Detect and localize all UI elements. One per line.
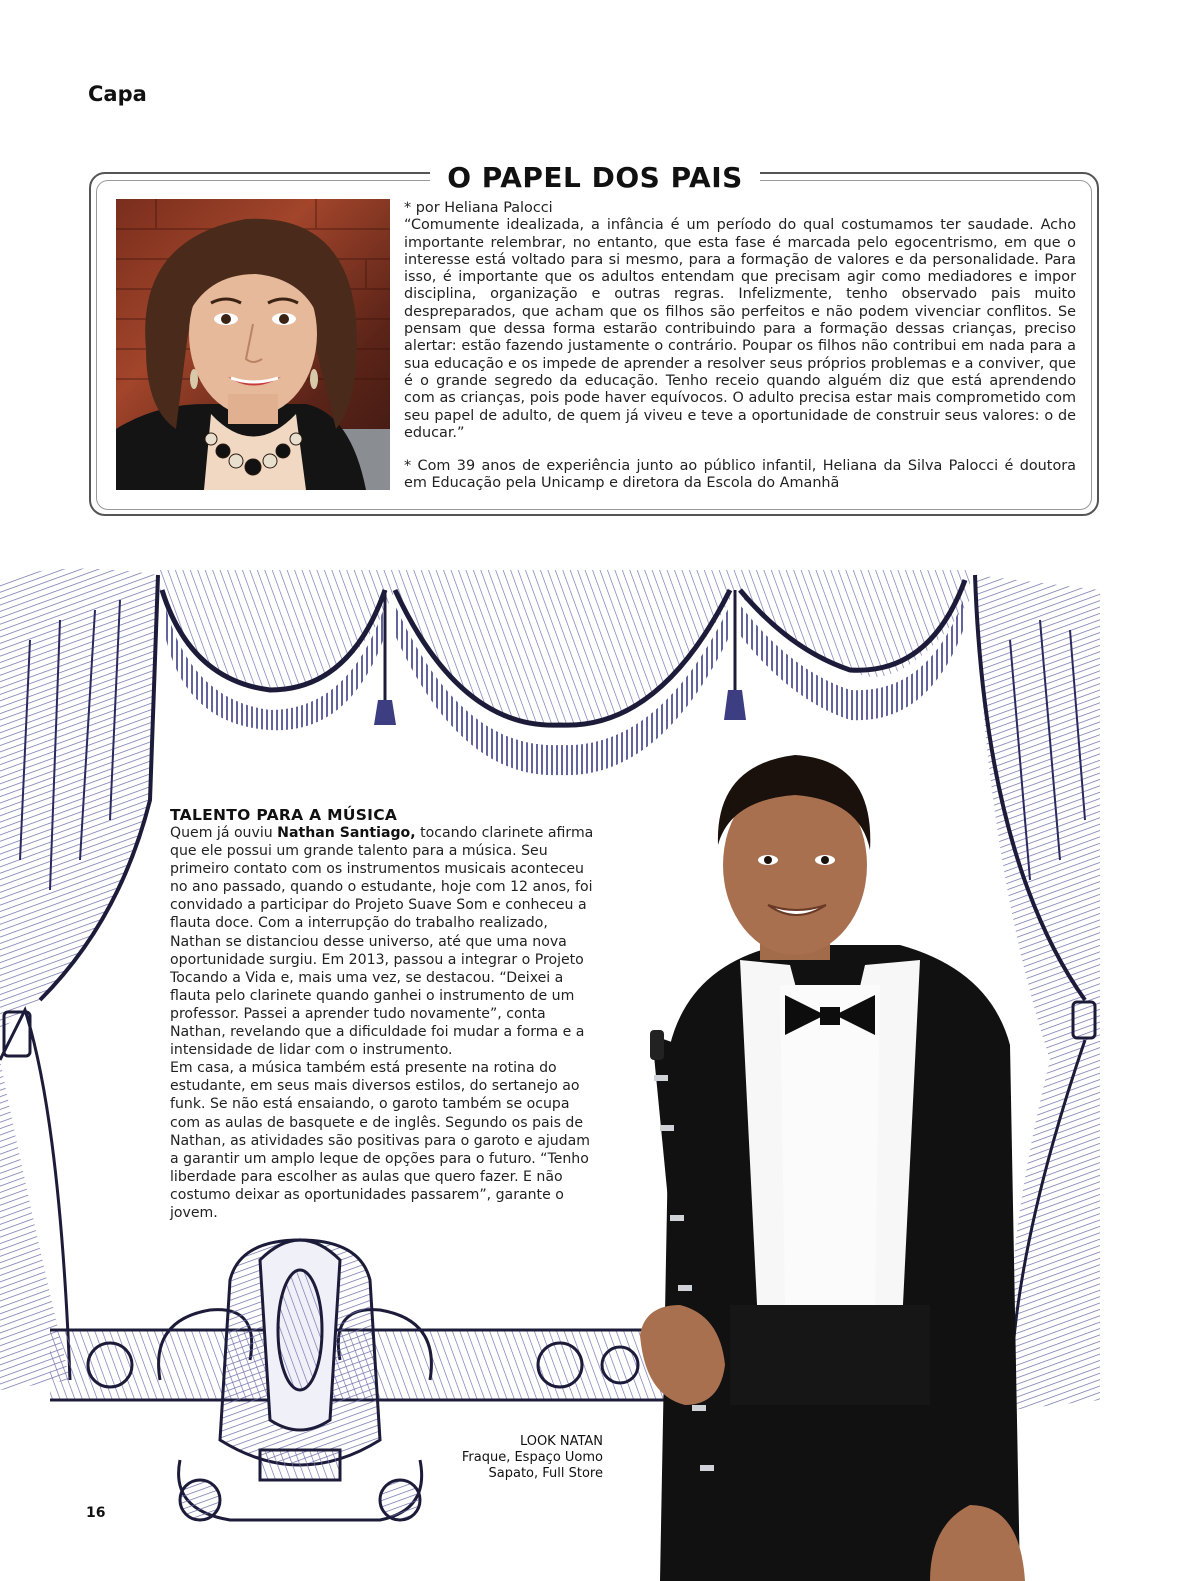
portrait-illustration [116,199,390,490]
article-paragraph-2: Em casa, a música também está presente na rotina do estudante, em seus mais diversos estilos, do sertanejo ao funk. Se não está ensaiando, o garoto também se ocupa com as aulas de basquete e de inglês. Segundo os pais de Nathan, as atividades são positivas para o garoto e ajudam a garantir um amplo leque de opções para o futuro. “Tenho liberdade para escolher as aulas que quero fazer. E não costumo deixar as oportunidades passarem”, garante o jovem. [170,1060,590,1221]
article-box-author-note: * Com 39 anos de experiência junto ao público infantil, Heliana da Silva Palocci é doutora em Educação pela Unicamp e diretora da Escola do Amanhã [404,458,1076,492]
article-box-byline: * por Heliana Palocci [404,200,553,216]
section-label: Capa [88,82,147,106]
portrait-photo-heliana [116,199,390,490]
article-box-text [404,200,1076,493]
photo-nathan-clarinet [630,745,1050,1581]
photo-caption [430,1434,603,1482]
page-number: 16 [86,1505,106,1521]
article-box-title-wrap [430,158,760,198]
article-talent [170,806,598,1222]
caption-line-shoes: Sapato, Full Store [488,1466,603,1481]
article-lead-name: Nathan Santiago, [277,825,416,841]
caption-title: LOOK NATAN [519,1434,603,1449]
caption-line-outfit: Fraque, Espaço Uomo [461,1450,603,1465]
article-box-quote: “Comumente idealizada, a infância é um período do qual costumamos ter saudade. Acho importante relembrar, no entanto, que esta fase é marcada pelo egocentrismo, em que o interesse está voltado para si mesmo, para a formação de valores e da personalidade. Para isso, é importante que os adultos entendam que precisam agir como mediadores e impor disciplina, organização e outras regras. Infelizmente, tenho observado pais muito despreparados, que acham que os filhos são perfeitos e não podem vivenciar conflitos. Se pensam que dessa forma estarão contribuindo para a formação dessas crianças, preciso alertar: estão fazendo justamente o contrário. Poupar os filhos não contribui em nada para a sua educação e os impede de aprender a resolver seus próprios problemas e a conviver, que é o grande segredo da educação. Tenho receio quando alguém diz que está aprendendo com as crianças, pois pode haver equívocos. O adulto precisa estar mais comprometido com seu papel de adulto, de quem já viveu e teve a oportunidade de construir seus valores: o de educar.” [404,217,1076,441]
article-box-title: O PAPEL DOS PAIS [447,161,743,194]
article-paragraph-1-rest: tocando clarinete afirma que ele possui um grande talento para a música. Seu primeiro contato com os instrumentos musicais aconteceu no ano passado, quando o estudante, hoje com 12 anos, foi convidado a participar do Projeto Suave Som e conheceu a flauta doce. Com a interrupção do trabalho realizado, Nathan se distanciou desse universo, até que uma nova oportunidade surgiu. Em 2013, passou a integrar o Projeto Tocando a Vida e, mais uma vez, se destacou. “Deixei a flauta pelo clarinete quando ganhei o instrumento de um professor. Passei a aprender tudo novamente”, conta Nathan, revelando que a dificuldade foi mudar a forma e a intensidade de lidar com o instrumento. [170,825,594,1059]
article-lead: Quem já ouviu [170,825,278,841]
article-heading: TALENTO PARA A MÚSICA [170,806,398,824]
article-paragraph-1 [170,824,598,1059]
